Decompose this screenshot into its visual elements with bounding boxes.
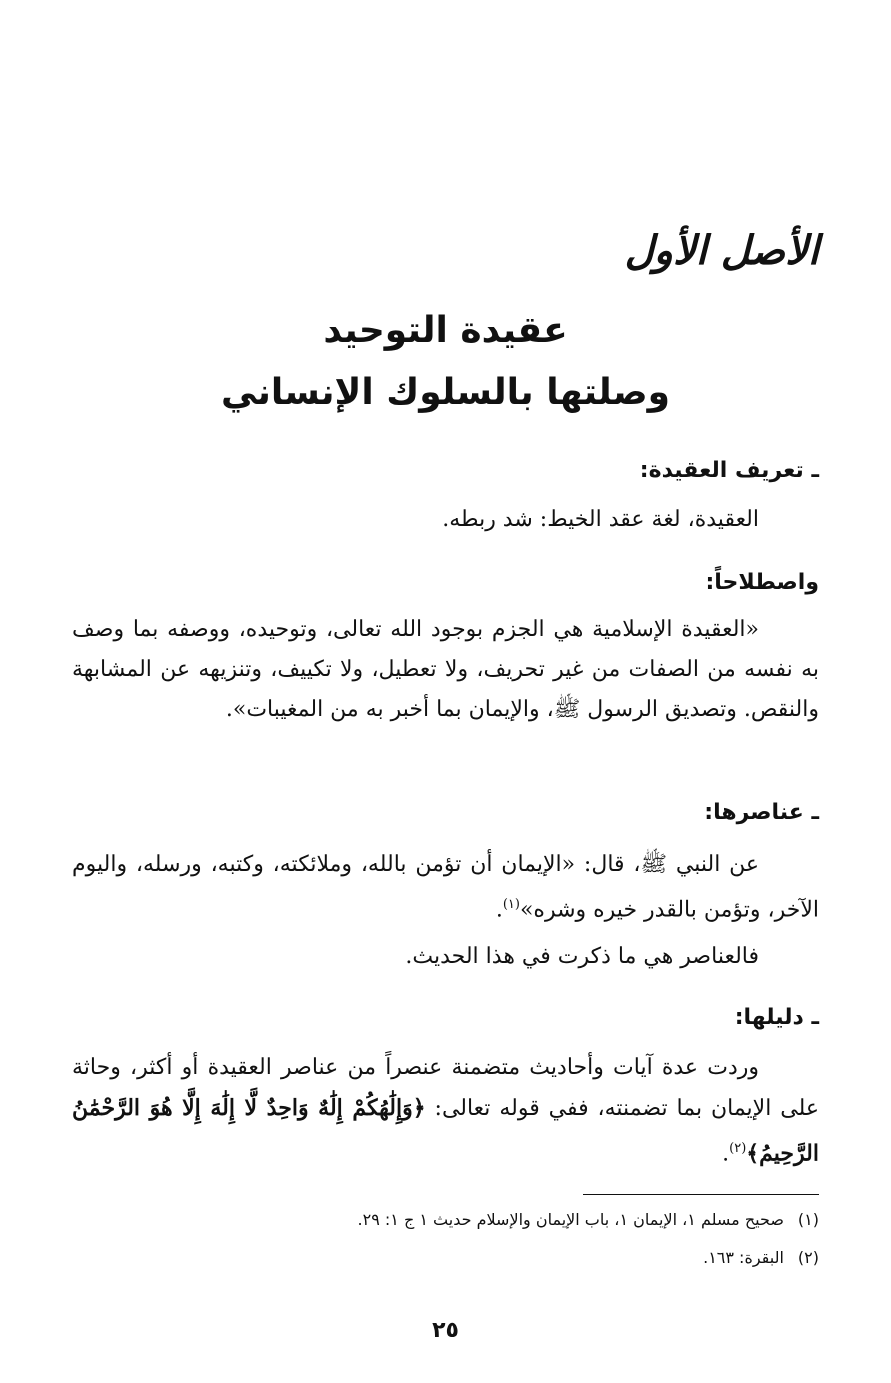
footnote-divider xyxy=(583,1194,819,1195)
footnote-number: (١) xyxy=(797,1210,819,1229)
footnote-ref: (٢) xyxy=(729,1141,747,1156)
elements-conclusion: فالعناصر هي ما ذكرت في هذا الحديث. xyxy=(405,944,759,969)
footnote-ref: (١) xyxy=(502,897,520,912)
hadith-text: عن النبي ﷺ، قال: «الإيمان أن تؤمن بالله، وملائكته، وكتبه، ورسله، واليوم الآخر، وتؤمن بالقدر خيره وشره» xyxy=(72,852,819,923)
footnote-number: (٢) xyxy=(797,1248,819,1267)
elements-text xyxy=(72,845,819,930)
evidence-heading: ـ دليلها: xyxy=(734,1005,819,1030)
elements-heading: ـ عناصرها: xyxy=(704,800,819,825)
footnote-1 xyxy=(358,1210,820,1229)
sentence-end: . xyxy=(495,897,503,923)
page-number: ٢٥ xyxy=(432,1318,459,1343)
definition-heading: ـ تعريف العقيدة: xyxy=(639,458,819,483)
footnote-text: صحيح مسلم ١، الإيمان ١، باب الإيمان والإسلام حديث ١ ج ١: ٢٩. xyxy=(357,1210,784,1229)
footnote-text: البقرة: ١٦٣. xyxy=(703,1248,784,1267)
page-title: عقيدة التوحيد xyxy=(323,310,568,351)
evidence-intro: وردت عدة آيات وأحاديث متضمنة عنصراً من عناصر العقيدة أو أكثر، وحاثة على الإيمان بما تضمنته، ففي قوله تعالى: xyxy=(72,1055,819,1121)
evidence-text xyxy=(72,1048,819,1174)
sentence-end: . xyxy=(722,1141,730,1167)
terminology-text: «العقيدة الإسلامية هي الجزم بوجود الله تعالى، وتوحيده، ووصفه بما وصف به نفسه من الصفات من غير تحريف، ولا تعطيل، ولا تكييف، وتنزيهه عن المشابهة والنقص. وتصديق الرسول ﷺ، والإيمان بما أخبر به من المغيبات». xyxy=(72,617,819,722)
chapter-label: الأصل الأول xyxy=(624,228,819,274)
terminology-heading: واصطلاحاً: xyxy=(705,570,819,595)
footnote-2 xyxy=(703,1248,819,1267)
quran-verse: ﴿وَإِلَٰهُكُمْ إِلَٰهٌ وَاحِدٌ لَّا إِلَٰهَ إِلَّا هُوَ الرَّحْمَٰنُ الرَّحِيمُ﴾ xyxy=(72,1095,819,1167)
page-subtitle: وصلتها بالسلوك الإنساني xyxy=(220,372,671,413)
definition-text: العقيدة، لغة عقد الخيط: شد ربطه. xyxy=(442,507,759,532)
